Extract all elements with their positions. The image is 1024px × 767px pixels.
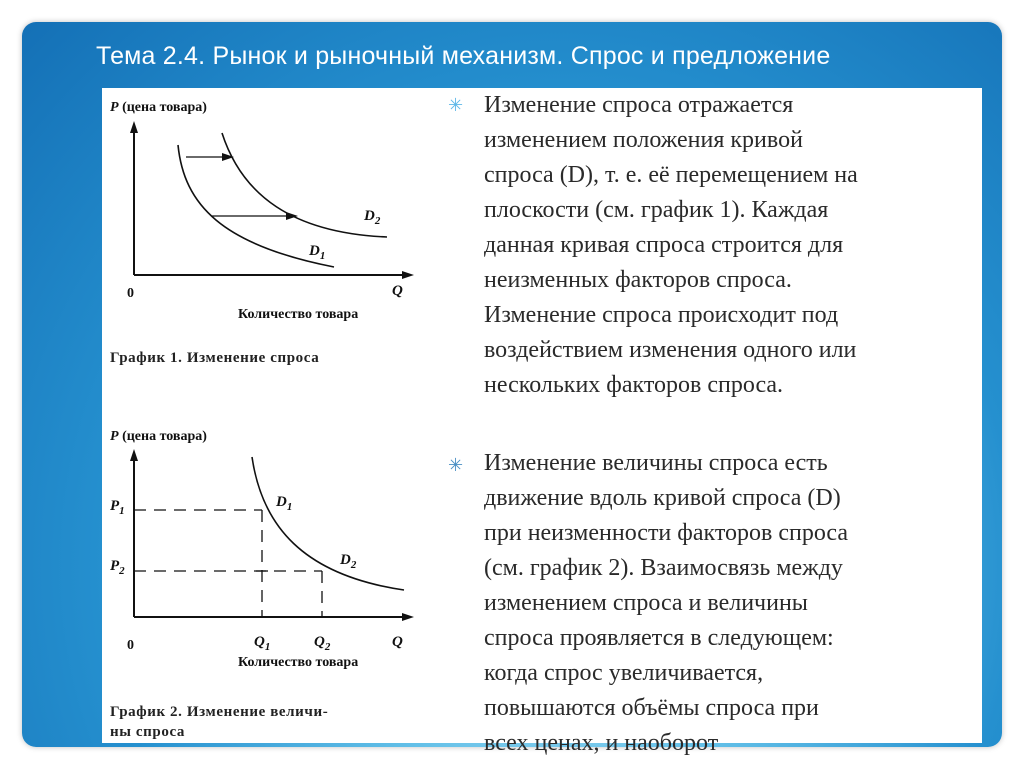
bullet-line: данная кривая спроса строится для xyxy=(484,232,844,258)
graph2-q1-label: $Q_1$ xyxy=(254,634,271,653)
graph1-origin: 0 xyxy=(127,286,134,301)
bullet-line: (см. график 2). Взаимосвязь между xyxy=(484,555,843,581)
graph2-q-label: Q xyxy=(392,634,403,650)
graph2-d1-label: $D_1$ xyxy=(276,494,293,513)
bullet-line: Изменение спроса происходит под xyxy=(484,302,839,328)
graph2-q2-label: $Q_2$ xyxy=(314,634,331,653)
graph1-x-arrow xyxy=(402,271,414,279)
bullet-line: спроса проявляется в следующем: xyxy=(484,625,834,651)
graph2-caption-line1: График 2. Изменение величи- xyxy=(110,704,329,720)
graph1-curve-d2 xyxy=(222,133,387,237)
graph2-demand-curve xyxy=(252,457,404,590)
graph-1 xyxy=(102,95,442,325)
bullet-line: когда спрос увеличивается, xyxy=(484,660,764,686)
graph2-y-label: P (цена товара) xyxy=(110,429,207,444)
graph2-p2-label: $P_2$ xyxy=(110,558,125,577)
graph1-d2-label: $D_2$ xyxy=(364,208,381,227)
graph2-caption-line2: ны спроса xyxy=(110,724,185,740)
bullet-line: нескольких факторов спроса. xyxy=(484,372,784,398)
bullet-line: при неизменности факторов спроса xyxy=(484,520,849,546)
bullet-line: воздействием изменения одного или xyxy=(484,337,857,363)
asterisk-bullet-icon: ✳ xyxy=(448,455,464,475)
graph2-x-label: Количество товара xyxy=(238,655,359,670)
graph1-d1-label: $D_1$ xyxy=(309,243,326,262)
bullet-line: Изменение спроса отражается xyxy=(484,92,794,118)
graph2-d2-label: $D_2$ xyxy=(340,552,357,571)
graph1-caption: График 1. Изменение спроса xyxy=(110,350,320,366)
bullet-line: спроса (D), т. е. её перемещением на xyxy=(484,162,858,188)
slide-title: Тема 2.4. Рынок и рыночный механизм. Спрос и предложение xyxy=(96,42,831,70)
graph-2 xyxy=(102,425,442,655)
bullet-line: Изменение величины спроса есть xyxy=(484,450,828,476)
bullet-line: всех ценах, и наоборот xyxy=(484,730,719,756)
graph1-y-arrow xyxy=(130,121,138,133)
graph1-y-label: P (цена товара) xyxy=(110,100,207,115)
graph2-x-arrow xyxy=(402,613,414,621)
graph1-x-label: Количество товара xyxy=(238,307,359,322)
bullet-item xyxy=(448,446,848,761)
bullet-item xyxy=(448,88,858,403)
graph2-y-arrow xyxy=(130,449,138,461)
bullet-line: изменением положения кривой xyxy=(484,127,803,153)
graph2-p1-label: $P_1$ xyxy=(110,498,125,517)
graph1-q-label: Q xyxy=(392,283,403,299)
bullet-line: изменением спроса и величины xyxy=(484,590,808,616)
bullet-line: повышаются объёмы спроса при xyxy=(484,695,819,721)
bullet-line: неизменных факторов спроса. xyxy=(484,267,792,293)
bullet-line: плоскости (см. график 1). Каждая xyxy=(484,197,829,223)
asterisk-bullet-icon: ✳ xyxy=(448,95,464,115)
graph2-origin: 0 xyxy=(127,638,134,653)
bullet-line: движение вдоль кривой спроса (D) xyxy=(484,485,841,511)
